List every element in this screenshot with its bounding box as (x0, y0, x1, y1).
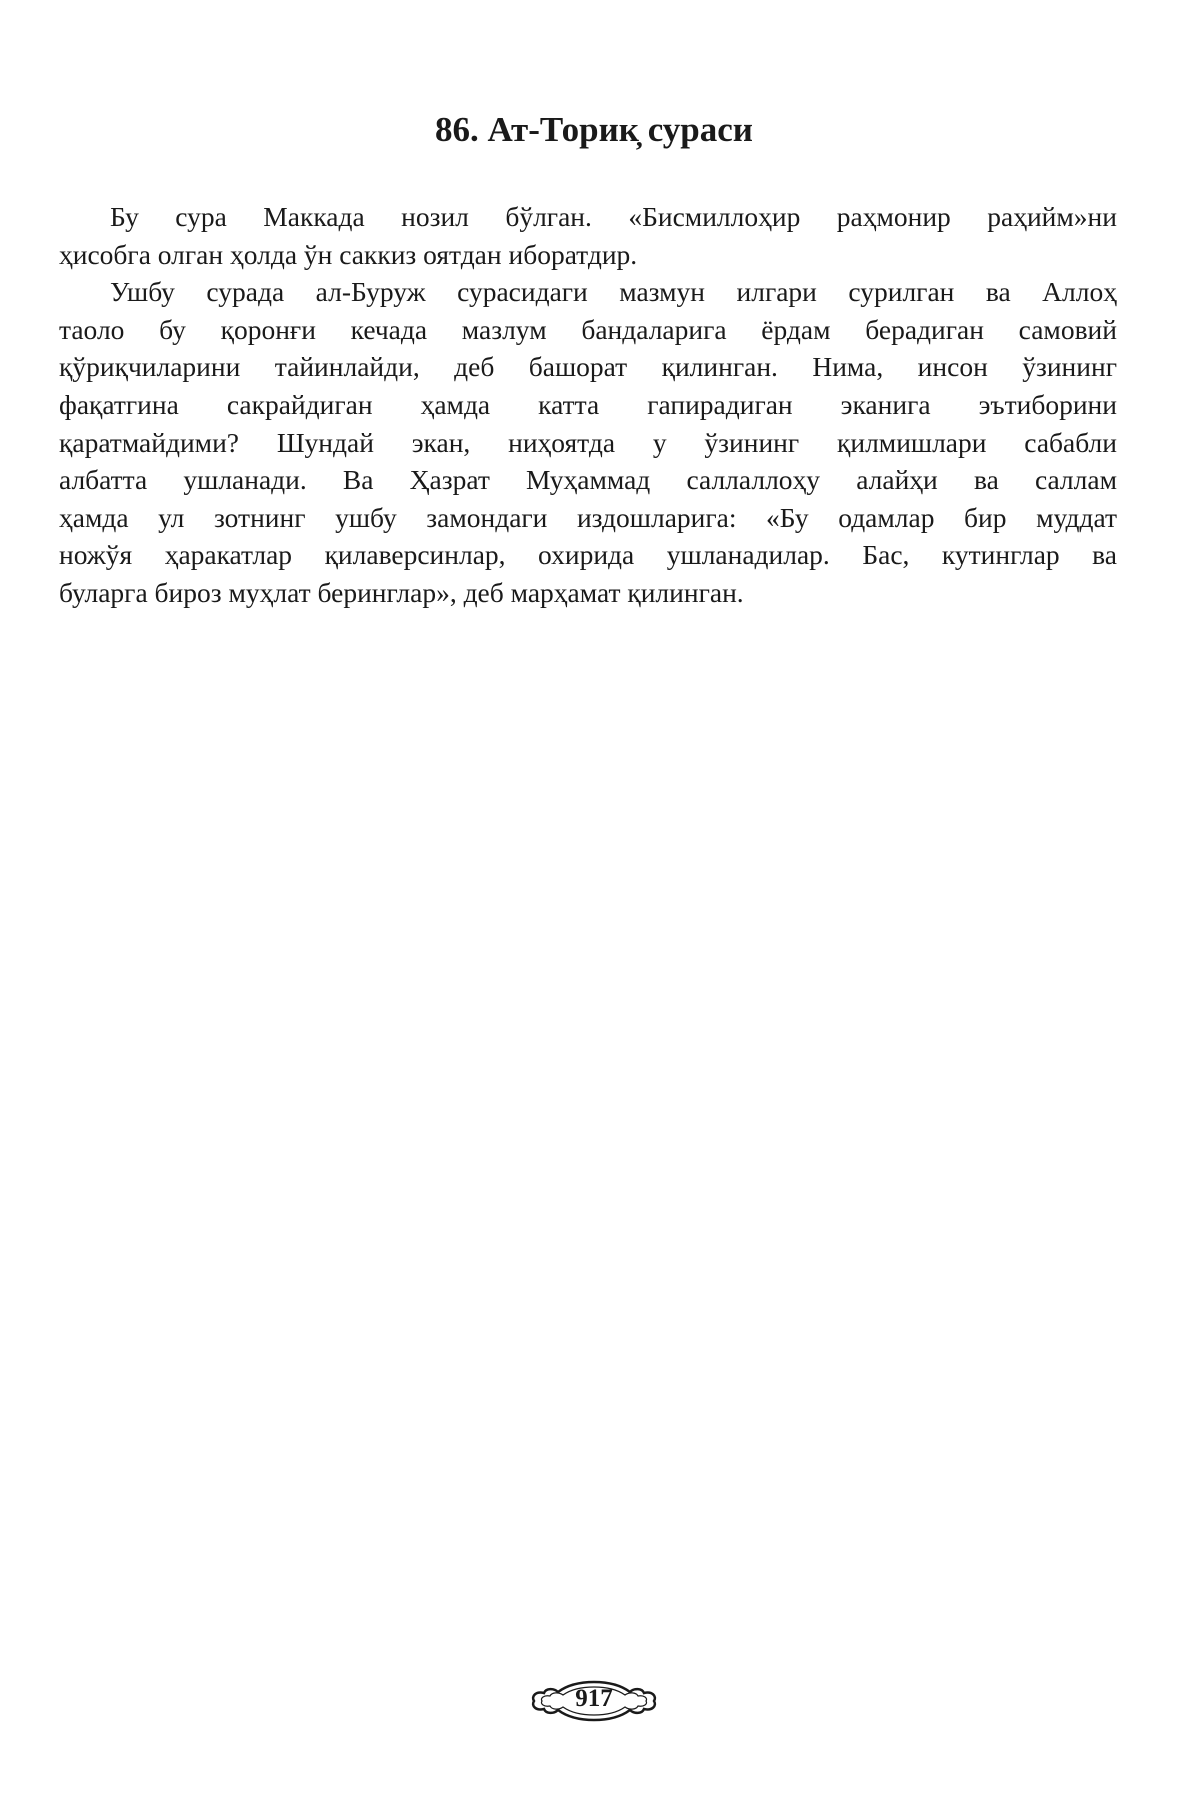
paragraph-line: таоло бу қоронғи кечада мазлум бандаларига ёрдам берадиган самовий (59, 313, 1117, 345)
paragraph-line: Бу сура Маккада нозил бўлган. «Бисмиллоҳир раҳмонир раҳийм»ни (110, 201, 1117, 232)
paragraph-line: қўриқчиларини тайинлайди, деб башорат қилинган. Нима, инсон ўзининг (59, 351, 1117, 383)
page-number: 917 (575, 1685, 613, 1712)
paragraph-summary (59, 273, 1117, 611)
paragraph-line: албатта ушланади. Ва Ҳазрат Муҳаммад саллаллоҳу алайҳи ва саллам (59, 464, 1117, 496)
paragraph-line: буларга бироз муҳлат беринглар», деб марҳамат қилинган. (59, 576, 744, 608)
paragraph-line: ҳисобга олган ҳолда ўн саккиз оятдан иборатдир. (59, 238, 638, 270)
body-text (59, 198, 1117, 612)
paragraph-line: ҳамда ул зотнинг ушбу замондаги издошларига: «Бу одамлар бир муддат (59, 501, 1117, 533)
page-number-ornament (530, 1676, 658, 1724)
paragraph-line: фақатгина сакрайдиган ҳамда катта гапирадиган эканига эътиборини (59, 388, 1117, 420)
chapter-title: 86. Ат-Торик̦ сураси (435, 110, 753, 149)
paragraph-line: ножўя ҳаракатлар қилаверсинлар, охирида ушланадилар. Бас, кутинглар ва (59, 539, 1117, 571)
paragraph-line: Ушбу сурада ал-Буруж сурасидаги мазмун илгари сурилган ва Аллоҳ (110, 276, 1117, 308)
paragraph-line: қаратмайдими? Шундай экан, ниҳоятда у ўзининг қилмишлари сабабли (59, 426, 1117, 458)
paragraph-intro (59, 198, 1117, 273)
